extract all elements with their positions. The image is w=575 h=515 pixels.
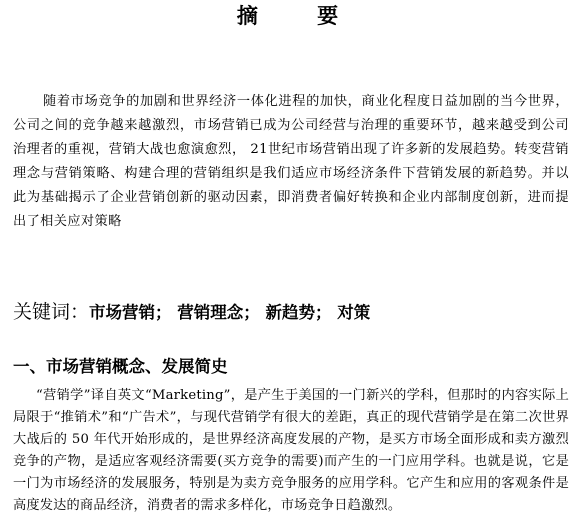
section-paragraph: “营销学”译自英文“Marketing”，是产生于美国的一门新兴的学科，但那时的内容实际上局限于“推销术”和“广告术”，与现代营销学有很大的差距，真正的现代营销学是在第二次世界大战后的 50 年代开始形成的，是世界经济高度发展的产物，是买方市场全面形成和卖方激烈竞争的产物，是适应客观经济需要(买方竞争的需要)而产生的一门应用学科。也就是说，它是一门为市场经济的发展服务，特别是为卖方竞争服务的应用学科。它产生和应用的客观条件是 高度发达的商品经济，消费者的需求多样化，市场竞争日趋激烈。 xyxy=(13,388,569,513)
keywords-line xyxy=(13,296,569,329)
page-title: 摘 要 xyxy=(236,3,365,28)
section-heading: 一、市场营销概念、发展简史 xyxy=(13,357,228,376)
abstract-paragraph: 随着市场竞争的加剧和世界经济一体化进程的加快，商业化程度日益加剧的当今世界，公司之间的竞争越来越激烈，市场营销已成为公司经营与治理的重要环节，越来越受到公司治理者的重视，营销大战也愈演愈烈， 21世纪市场营销出现了许多新的发展趋势。转变营销理念与营销策略、构建合理的营销组织是我们适应市场经济条件下营销发展的新趋势。并以此为基础揭示了企业营销创新的驱动因素，即消费者偏好转换和企业内部制度创新，进而提出了相关应对策略 xyxy=(13,94,569,229)
keywords-items: 市场营销； 营销理念； 新趋势； 对策 xyxy=(89,303,371,322)
keywords-label: 关键词： xyxy=(13,301,90,323)
